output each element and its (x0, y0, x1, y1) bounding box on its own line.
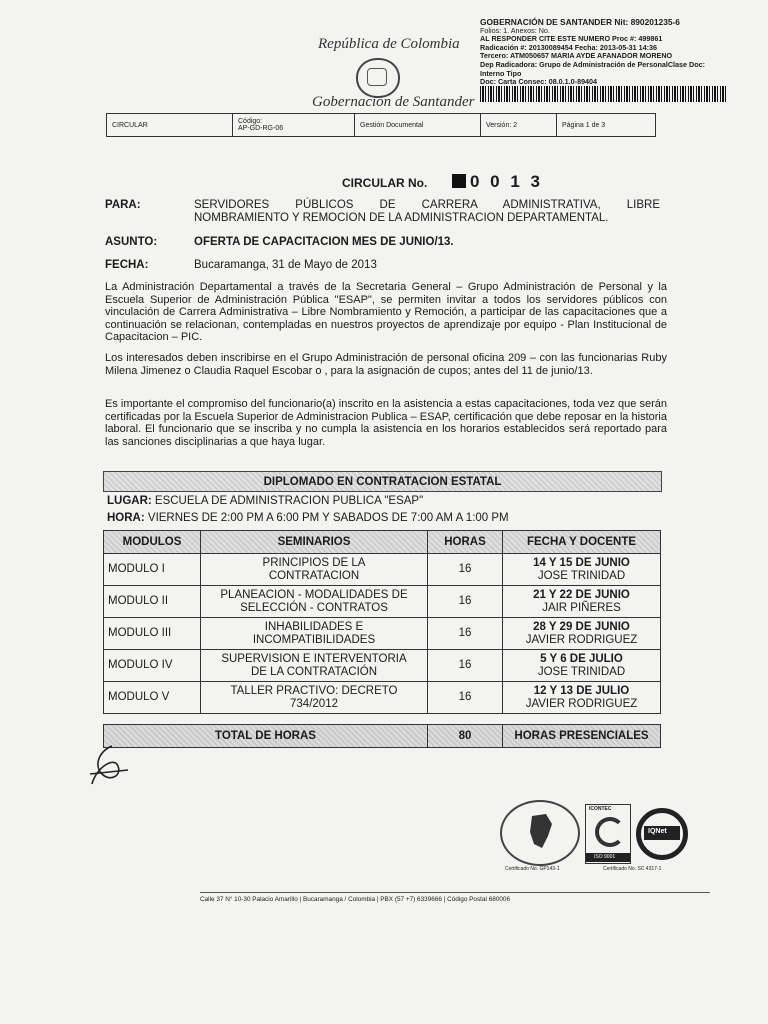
docente-text: JAVIER RODRIGUEZ (525, 697, 638, 710)
table-row (104, 650, 661, 682)
stamp-line: Doc: Carta Consec: 08.0.1.0-89404 (480, 77, 598, 87)
horas-cell: 16 (428, 618, 503, 650)
seminario-cell (201, 650, 428, 682)
seminario-line: 734/2012 (290, 697, 338, 710)
horas-cell: 16 (428, 650, 503, 682)
seminario-line: CONTRATACION (268, 569, 360, 582)
horas-cell: 16 (428, 682, 503, 714)
handwritten-signature (88, 744, 132, 790)
document-code-table (106, 113, 656, 137)
gobernacion-wordmark: Gobernación de Santander (312, 94, 475, 110)
modulo-cell: MODULO V (104, 682, 201, 714)
table-row (104, 618, 661, 650)
header-modulos: MODULOS (104, 531, 201, 554)
footer-divider (200, 892, 710, 893)
fecha-docente-cell (503, 554, 661, 586)
fecha-text: 21 Y 22 DE JUNIO (533, 588, 630, 601)
seminario-cell (201, 618, 428, 650)
seminario-cell (201, 554, 428, 586)
circular-number (452, 172, 543, 192)
asunto-text: OFERTA DE CAPACITACION MES DE JUNIO/13. (194, 236, 454, 248)
iso-label: ISO 9001 (594, 854, 616, 860)
para-label: PARA: (105, 199, 141, 211)
lugar-label: LUGAR: (107, 495, 152, 507)
stamp-line: AL RESPONDER CITE ESTE NUMERO Proc #: 499861 (480, 34, 663, 44)
circular-number-text: 0 0 1 3 (470, 172, 543, 191)
docente-text: JOSE TRINIDAD (537, 569, 626, 582)
body-paragraph-1: La Administración Departamental a través de la Secretaria General – Grupo Administración de Personal y la Escuela Superior de Administración Pública "ESAP", se permiten invitar a todos los servidores públicos con vinculación de Carrera Administrativa – Libre Nombramiento y Remoción, a participar de las capacitaciones que a continuación se relacionan, contempladas en nuestros proyectos de aprendizaje por equipo - Plan Institucional de Capacitacion – PIC. (105, 281, 667, 344)
body-paragraph-3: Es importante el compromiso del funcionario(a) inscrito en la asistencia a estas capacitaciones, toda vez que serán certificadas por la Escuela Superior de Administracion Publica – ESAP, certificación que debe reposar en la historia laboral. El funcionario que se inscriba y no cumpla la asistencia en los horarios establecidos será reportado para las sanciones disciplinarias a que haya lugar. (105, 398, 667, 448)
icontec-label: ICONTEC (589, 806, 612, 812)
fecha-text: 14 Y 15 DE JUNIO (533, 556, 630, 569)
republica-wordmark: República de Colombia (318, 36, 460, 52)
circular-label: CIRCULAR No. (342, 176, 428, 190)
fecha-docente-cell (503, 682, 661, 714)
docente-text: JOSE TRINIDAD (537, 665, 626, 678)
code-cell-code: Código: AP-GD-RG-06 (233, 114, 355, 136)
code-cell-version: Versión: 2 (481, 114, 557, 136)
docente-text: JAIR PIÑERES (542, 601, 621, 614)
modules-table (103, 530, 661, 748)
total-note: HORAS PRESENCIALES (503, 725, 661, 748)
stamp-line: GOBERNACIÓN DE SANTANDER Nit: 890201235-6 (480, 17, 680, 27)
table-header-row (104, 531, 661, 554)
iqnet-label: IQNet (648, 828, 667, 835)
lugar-line (107, 495, 423, 507)
fecha-docente-cell (503, 650, 661, 682)
horas-cell: 16 (428, 554, 503, 586)
seminario-line: SUPERVISION E INTERVENTORIA (221, 652, 407, 665)
hora-line (107, 512, 509, 524)
seminario-line: PRINCIPIOS DE LA (262, 556, 366, 569)
stamp-line: Folios: 1. Anexos: No. (480, 25, 550, 35)
total-value: 80 (428, 725, 503, 748)
seminario-line: SELECCIÓN - CONTRATOS (240, 601, 388, 614)
stamp-line: Tercero: ATM050657 MARIA AYDE AFANADOR MORENO (480, 51, 673, 61)
para-text-line2: NOMBRAMIENTO Y REMOCION DE LA ADMINISTRACION DEPARTAMENTAL. (194, 212, 609, 224)
header-fecha-docente: FECHA Y DOCENTE (503, 531, 661, 554)
code-cell-type: CIRCULAR (107, 114, 233, 136)
fecha-text: 28 Y 29 DE JUNIO (533, 620, 630, 633)
radicacion-stamp (480, 18, 730, 95)
para-text-line1: SERVIDORES PÚBLICOS DE CARRERA ADMINISTRATIVA, LIBRE (194, 199, 660, 211)
stamp-line: Dep Radicadora: Grupo de Administración de PersonalClase Doc: Interno Tipo (480, 59, 705, 78)
hora-text: VIERNES DE 2:00 PM A 6:00 PM Y SABADOS DE 7:00 AM A 1:00 PM (144, 512, 509, 524)
header-seminarios: SEMINARIOS (201, 531, 428, 554)
barcode (480, 86, 728, 102)
lugar-text: ESCUELA DE ADMINISTRACION PUBLICA "ESAP" (151, 495, 424, 507)
total-label: TOTAL DE HORAS (104, 725, 428, 748)
horas-cell: 16 (428, 586, 503, 618)
asunto-label: ASUNTO: (105, 236, 158, 248)
seminario-cell (201, 682, 428, 714)
certification-seal-icon (500, 800, 580, 866)
table-row (104, 554, 661, 586)
code-cell-area: Gestión Documental (355, 114, 481, 136)
seminario-line: TALLER PRACTIVO: DECRETO (230, 684, 398, 697)
modulo-cell: MODULO III (104, 618, 201, 650)
certificate-number-2: Certificado No. SC 4317-1 (603, 866, 662, 872)
table-spacer-row (104, 714, 661, 725)
modulo-cell: MODULO IV (104, 650, 201, 682)
colombia-map-icon (502, 802, 578, 864)
table-row (104, 682, 661, 714)
hora-label: HORA: (107, 512, 145, 524)
certificate-number-1: Certificado No. GP143-1 (505, 866, 560, 872)
modulo-cell: MODULO I (104, 554, 201, 586)
icontec-mark (595, 817, 625, 847)
seminario-line: PLANEACION - MODALIDADES DE (220, 588, 408, 601)
seminario-cell (201, 586, 428, 618)
header-horas: HORAS (428, 531, 503, 554)
modulo-cell: MODULO II (104, 586, 201, 618)
redaction-mark (452, 174, 466, 188)
stamp-line: Radicación #: 20130089454 Fecha: 2013-05-31 14:36 (480, 42, 658, 52)
table-row (104, 586, 661, 618)
fecha-label: FECHA: (105, 259, 149, 271)
total-row (104, 725, 661, 748)
diplomado-title: DIPLOMADO EN CONTRATACION ESTATAL (103, 471, 662, 492)
docente-text: JAVIER RODRIGUEZ (525, 633, 638, 646)
footer-address: Calle 37 N° 10-30 Palacio Amarillo | Bucaramanga / Colombia | PBX (57 +7) 6339666 | Código Postal 680006 (200, 896, 511, 903)
fecha-text: 5 Y 6 DE JULIO (540, 652, 623, 665)
seminario-line: DE LA CONTRATACIÓN (250, 665, 378, 678)
code-cell-page: Página 1 de 3 (562, 121, 606, 129)
seminario-line: INHABILIDADES E (264, 620, 364, 633)
fecha-text: 12 Y 13 DE JULIO (533, 684, 630, 697)
body-paragraph-2: Los interesados deben inscribirse en el Grupo Administración de personal oficina 209 – con las funcionarias Ruby Milena Jimenez o Claudia Raquel Escobar o , para la asignación de cupos; antes del 11 de junio/13. (105, 352, 667, 377)
fecha-docente-cell (503, 586, 661, 618)
fecha-docente-cell (503, 618, 661, 650)
seminario-line: INCOMPATIBILIDADES (252, 633, 376, 646)
coat-of-arms-icon (356, 58, 400, 98)
spacer-cell (104, 714, 661, 725)
fecha-text: Bucaramanga, 31 de Mayo de 2013 (194, 259, 377, 271)
